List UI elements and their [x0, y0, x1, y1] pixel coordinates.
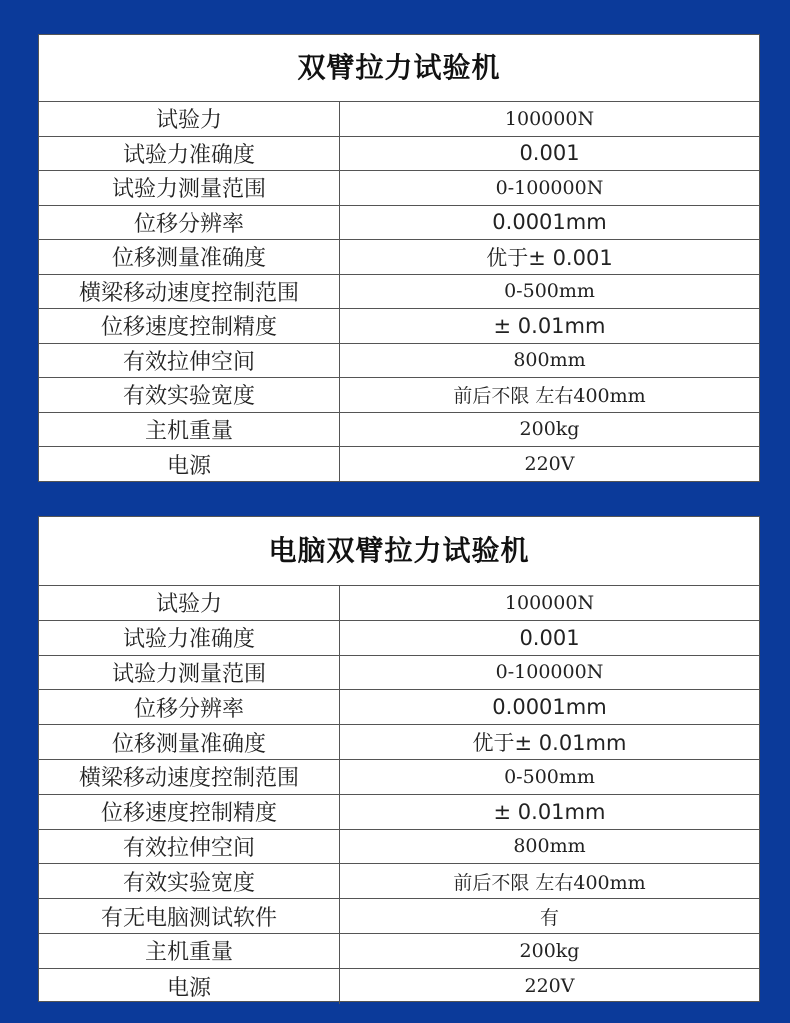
row-label: 有效实验宽度 — [39, 864, 340, 898]
row-label: 有效拉伸空间 — [39, 344, 340, 378]
row-value: 200kg — [519, 939, 580, 962]
row-label: 试验力测量范围 — [39, 656, 340, 690]
row-value: 前后不限 左右400mm — [453, 871, 646, 894]
table-row — [39, 934, 759, 969]
row-label: 试验力 — [39, 102, 340, 136]
table-row — [39, 309, 759, 344]
row-label: 位移速度控制精度 — [39, 795, 340, 829]
table-rows — [39, 586, 759, 1004]
row-label: 横梁移动速度控制范围 — [39, 275, 340, 309]
row-label: 试验力测量范围 — [39, 171, 340, 205]
table-row — [39, 413, 759, 448]
row-value: 优于± 0.01mm — [472, 731, 627, 756]
row-label: 有无电脑测试软件 — [39, 899, 340, 933]
row-value: 100000N — [504, 591, 595, 614]
table-row — [39, 137, 759, 172]
row-value: 0.0001mm — [492, 695, 607, 720]
row-value: 0-100000N — [495, 176, 604, 199]
table-row — [39, 690, 759, 725]
row-label: 主机重量 — [39, 413, 340, 447]
row-value: ± 0.01mm — [493, 313, 606, 338]
table-row — [39, 447, 759, 482]
table-row — [39, 171, 759, 206]
row-value: 0.001 — [519, 141, 580, 166]
table-row — [39, 656, 759, 691]
table-row — [39, 899, 759, 934]
row-value: 0-500mm — [504, 765, 595, 788]
table-row — [39, 795, 759, 830]
row-value: 800mm — [513, 835, 586, 858]
table-row — [39, 760, 759, 795]
row-label: 位移测量准确度 — [39, 240, 340, 274]
table-row — [39, 275, 759, 310]
table-row — [39, 102, 759, 137]
row-label: 试验力准确度 — [39, 137, 340, 171]
row-label: 主机重量 — [39, 934, 340, 968]
table-row — [39, 378, 759, 413]
table-row — [39, 621, 759, 656]
row-label: 电源 — [39, 447, 340, 482]
table-row — [39, 830, 759, 865]
row-value: 0.0001mm — [492, 210, 607, 235]
row-label: 位移分辨率 — [39, 690, 340, 724]
table-row — [39, 586, 759, 621]
row-label: 有效拉伸空间 — [39, 830, 340, 864]
table-row — [39, 864, 759, 899]
row-value: 220V — [524, 975, 575, 998]
row-value: 0-100000N — [495, 661, 604, 684]
row-label: 有效实验宽度 — [39, 378, 340, 412]
table-row — [39, 240, 759, 275]
table-rows — [39, 102, 759, 482]
table-row — [39, 206, 759, 241]
spec-table-1 — [38, 34, 760, 482]
row-label: 横梁移动速度控制范围 — [39, 760, 340, 794]
row-label: 电源 — [39, 969, 340, 1004]
row-value: 200kg — [519, 418, 580, 441]
row-value: ± 0.01mm — [493, 799, 606, 824]
table-title: 双臂拉力试验机 — [39, 35, 759, 102]
row-value: 0.001 — [519, 625, 580, 650]
table-row — [39, 969, 759, 1004]
row-value: 100000N — [504, 107, 595, 130]
row-value: 前后不限 左右400mm — [453, 385, 646, 408]
row-label: 位移测量准确度 — [39, 725, 340, 759]
row-label: 试验力 — [39, 586, 340, 620]
spec-table-2 — [38, 516, 760, 1002]
row-label: 位移分辨率 — [39, 206, 340, 240]
row-value: 220V — [524, 453, 575, 476]
row-label: 试验力准确度 — [39, 621, 340, 655]
row-value: 0-500mm — [504, 280, 595, 303]
table-title: 电脑双臂拉力试验机 — [39, 517, 759, 586]
table-row — [39, 344, 759, 379]
row-value: 800mm — [513, 349, 586, 372]
row-label: 位移速度控制精度 — [39, 309, 340, 343]
row-value: 有 — [539, 906, 559, 929]
table-row — [39, 725, 759, 760]
row-value: 优于± 0.001 — [486, 245, 613, 270]
